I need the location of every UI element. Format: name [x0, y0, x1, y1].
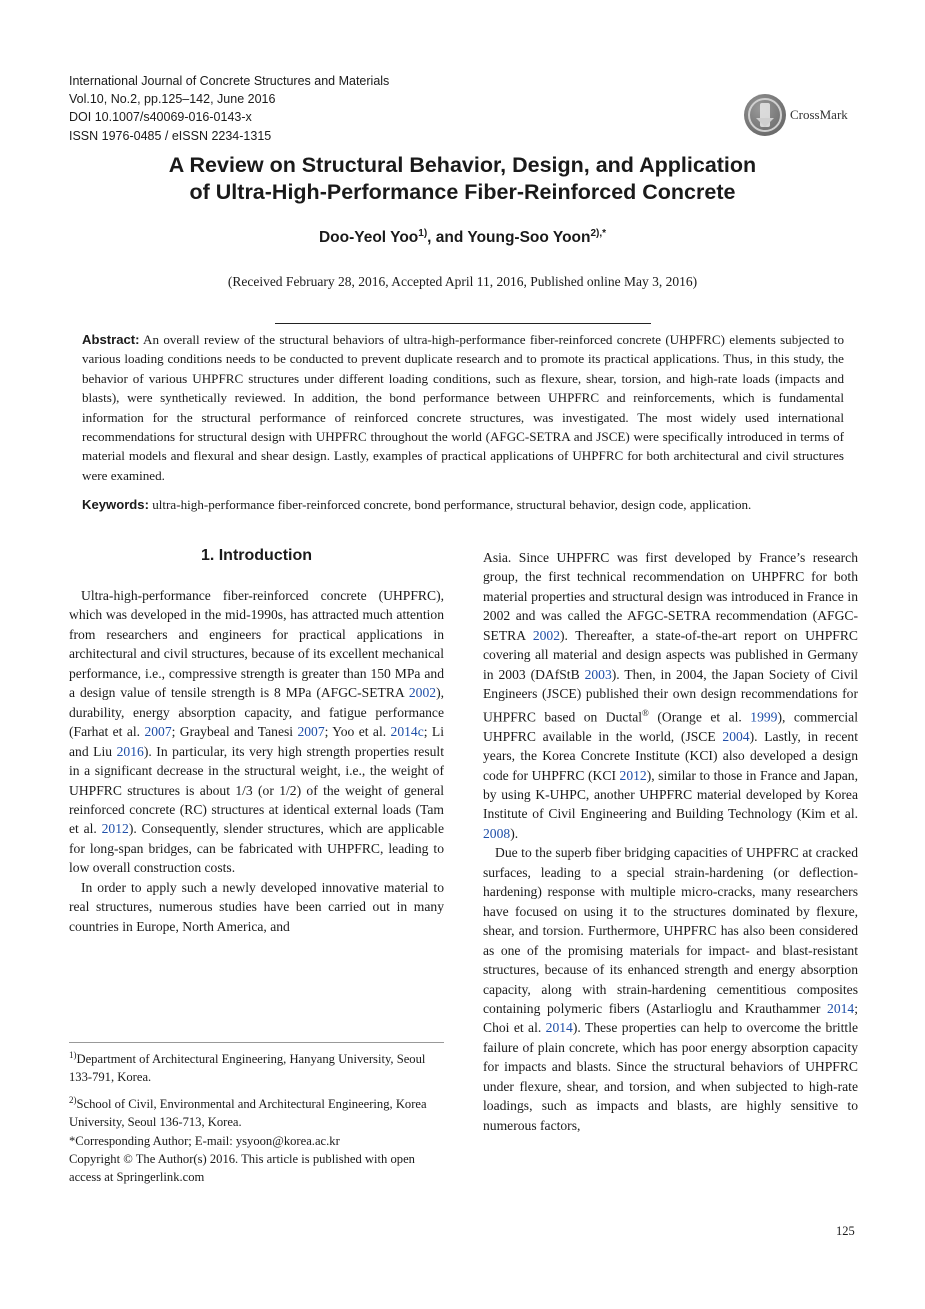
text-run: ), commercial UHPFRC available in the world, (JSCE — [483, 709, 858, 744]
text-run: ; Li and Liu — [69, 724, 444, 759]
text-run: ). Consequently, slender structures, which are applicable for long-span bridges, can be fabricated with UHPFRC, leading to low overall construction costs. — [69, 821, 444, 876]
crossmark-label: CrossMark — [790, 107, 848, 122]
abstract-label: Abstract: — [82, 332, 140, 347]
keywords-label: Keywords: — [82, 497, 149, 512]
text-run: (Orange et al. — [648, 709, 751, 725]
citation-link[interactable]: 2016 — [116, 743, 144, 759]
text-run: ). Lastly, in recent years, the Korea Concrete Institute (KCI) also developed a design code for UHPFRC (KCI — [483, 728, 858, 783]
text-run: ), similar to those in France and Japan, by using K-UHPC, another UHPFRC material developed by Korea Institute of Civil Engineering and Building Technology (Kim et al. — [483, 767, 858, 822]
keywords-text: ultra-high-performance fiber-reinforced concrete, bond performance, structural behavior, design code, application. — [152, 497, 752, 512]
text-run: ). — [510, 825, 519, 841]
received-dates: (Received February 28, 2016, Accepted April 11, 2016, Published online May 3, 2016) — [227, 274, 698, 289]
citation-link[interactable]: 2012 — [101, 821, 129, 837]
footnote-text: School of Civil, Environmental and Architectural Engineering, Korea University, Seoul 136-713, Korea. — [69, 1096, 427, 1130]
right-column — [483, 548, 858, 1135]
text-run: Asia. Since UHPFRC was first developed by France’s research group, the first technical recommendation on UHPFRC for both material properties and structural design was introduced in France in 2002 and was called the AFGC-SETRA recommendation (AFGC-SETRA — [483, 550, 858, 643]
footnote-corresponding-author: *Corresponding Author; E-mail: ysyoon@korea.ac.kr — [69, 1133, 340, 1148]
text-run: Due to the superb fiber bridging capacities of UHPFRC at cracked surfaces, leading to a special strain-hardening (or deflection-hardening) response with multiple micro-cracks, many researchers have focused on using it to the structures dominated by flexure, shear, and torsion. Furthermore, UHPFRC has also been considered as one of the promising materials for impact- and blast-resistant structures, because of its enhanced strength and energy absorption capacity, along with strain-hardening cementitious composites containing polymeric fibers (Astarlioglu and Krauthammer — [483, 845, 858, 1016]
footnote-divider — [69, 1042, 444, 1043]
intro-paragraph-1 — [69, 586, 444, 878]
author-1-name: Doo-Yeol Yoo — [318, 229, 419, 247]
citation-link[interactable]: 2014 — [545, 1020, 573, 1036]
journal-volume: Vol.10, No.2, pp.125–142, June 2016 — [69, 92, 276, 107]
keywords — [82, 495, 852, 514]
citation-link[interactable]: 2003 — [584, 666, 612, 682]
text-run: ). Then, in 2004, the Japan Society of Civil Engineers (JSCE) published their own design recommendations for UHPFRC based on Ductal — [483, 666, 858, 725]
intro-paragraph-2: In order to apply such a newly developed innovative material to real structures, numerous studies have been carried out in many countries in Europe, North America, and — [69, 879, 444, 934]
text-run: ). These properties can help to overcome the brittle failure of plain concrete, which has poor energy absorption capacity for impacts and blasts. Since the structural behaviors of UHPFRC under flexure, shear, and torsion, and when subjected to high-rate loadings, such as impacts and blasts, are highly sensitive to numerous factors, — [483, 1020, 859, 1133]
text-run: Ultra-high-performance fiber-reinforced concrete (UHPFRC), which was developed in the mid-1990s, has attracted much attention from researchers and engineers for practical applications in architectural and civil structures, because of its excellent mechanical performance, i.e., compressive strength is greater than 150 MPa and a design value of tensile strength is 8 MPa (AFGC-SETRA — [69, 588, 444, 701]
crossmark-badge[interactable] — [744, 94, 848, 136]
citation-link[interactable]: 1999 — [750, 709, 778, 725]
section-heading-introduction: 1. Introduction — [200, 547, 313, 564]
registered-mark: ® — [642, 707, 649, 718]
text-run: ). In particular, its very high strength properties result in a significant decrease in the structural weight, i.e., the weight of UHPFRC structures is about 1/3 (or 1/2) of the weight of general reinforced concrete (RC) structures at identical external loads (Tam et al. — [69, 743, 444, 837]
citation-link[interactable]: 2008 — [483, 825, 511, 841]
left-column — [69, 586, 444, 936]
footnote-copyright: Copyright © The Author(s) 2016. This article is published with open access at Springerlink.com — [69, 1151, 415, 1185]
footnote-affiliation-2 — [69, 1091, 444, 1132]
author-2-name: Young-Soo Yoon — [467, 229, 591, 247]
citation-link[interactable]: 2004 — [722, 728, 750, 744]
citation-link[interactable]: 2007 — [144, 724, 172, 740]
intro-paragraph-4 — [483, 843, 858, 1135]
footnotes — [69, 1046, 444, 1186]
citation-link[interactable]: 2012 — [619, 767, 647, 783]
footnote-marker: 1) — [69, 1050, 77, 1060]
journal-info — [69, 72, 389, 145]
author-2-affil: 2),* — [590, 228, 607, 239]
citation-link[interactable]: 2002 — [408, 685, 437, 701]
text-run: ; Yoo et al. — [324, 724, 391, 740]
journal-doi[interactable]: DOI 10.1007/s40069-016-0143-x — [69, 110, 252, 125]
author-connector: , and — [427, 229, 468, 247]
journal-issn: ISSN 1976-0485 / eISSN 2234-1315 — [69, 128, 272, 143]
intro-paragraph-3 — [483, 548, 858, 843]
article-title — [60, 152, 865, 206]
citation-link[interactable]: 2002 — [532, 627, 561, 643]
citation-link[interactable]: 2014c — [390, 724, 424, 740]
footnote-affiliation-1 — [69, 1046, 444, 1087]
abstract-text: An overall review of the structural behaviors of ultra-high-performance fiber-reinforced concrete (UHPFRC) elements subjected to various loading conditions needs to be conducted to prevent duplicate research and to promote its practical applications. Thus, in this study, the behavior of various UHPFRC structures under different loading conditions, such as flexure, shear, torsion, and high-rate loads (impacts and blasts), were synthetically reviewed. In addition, the bond performance between UHPFRC and reinforcements, which is fundamental information for the structural performance of reinforced concrete structures, was investigated. The most widely used international recommendations for structural design with UHPFRC throughout the world (AFGC-SETRA and JSCE) were specifically introduced in terms of material models and flexural and shear design. Lastly, examples of practical applications of UHPFRC for both architectural and civil structures were examined. — [82, 332, 844, 483]
title-line-1: A Review on Structural Behavior, Design, and Application — [168, 153, 757, 177]
citation-link[interactable]: 2007 — [297, 724, 325, 740]
abstract — [82, 330, 844, 485]
text-run: ; Choi et al. — [483, 1000, 858, 1036]
text-run: ), durability, energy absorption capacity, and fatigue performance (Farhat et al. — [69, 685, 444, 740]
title-line-2: of Ultra-High-Performance Fiber-Reinforced Concrete — [189, 180, 736, 204]
citation-link[interactable]: 2014 — [827, 1000, 855, 1016]
footnote-marker: 2) — [69, 1094, 77, 1105]
text-run: ). Thereafter, a state-of-the-art report on UHPFRC covering all material and design aspects was published in Germany in 2003 (DAfStB — [483, 627, 859, 682]
page-number: 125 — [836, 1224, 855, 1238]
abstract-divider — [275, 323, 651, 324]
crossmark-icon — [744, 94, 786, 136]
author-line — [60, 228, 865, 247]
author-1-affil: 1) — [418, 228, 428, 239]
text-run: ; Graybeal and Tanesi — [171, 724, 298, 740]
footnote-text: Department of Architectural Engineering, Hanyang University, Seoul 133-791, Korea. — [69, 1052, 426, 1085]
journal-name: International Journal of Concrete Structures and Materials — [69, 74, 390, 88]
